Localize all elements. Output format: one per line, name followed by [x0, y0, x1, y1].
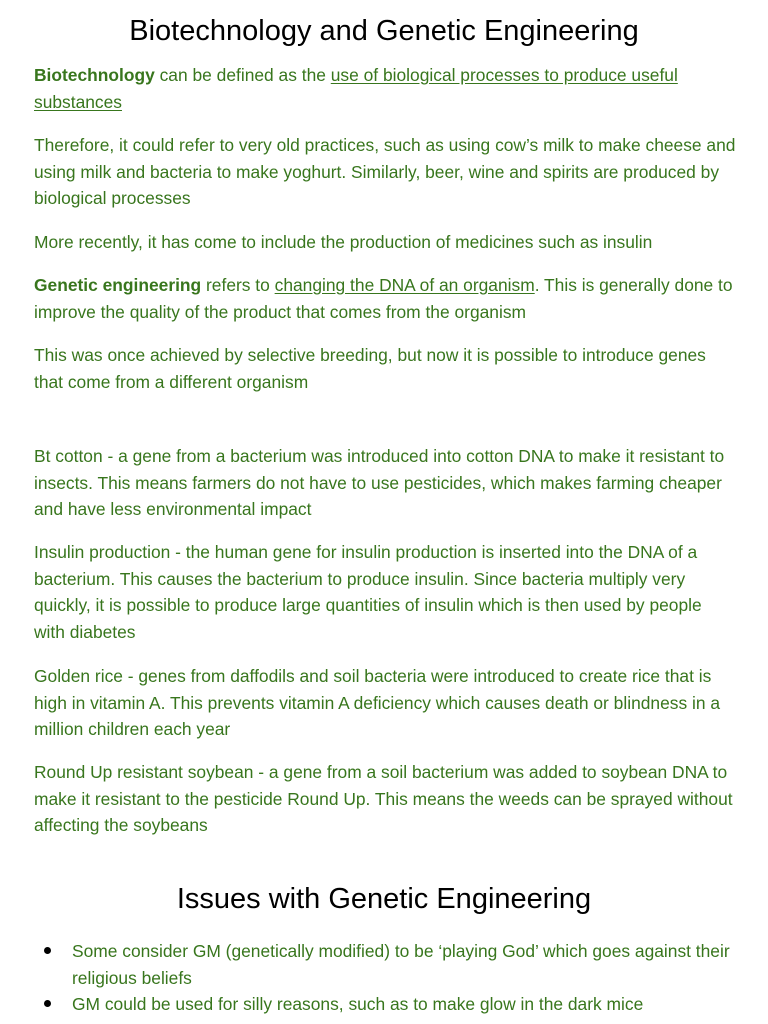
biotechnology-connector: can be defined as the — [154, 65, 331, 85]
bullet-icon — [44, 1000, 51, 1007]
recent-paragraph: More recently, it has come to include the production of medicines such as insulin — [34, 232, 653, 252]
bullet-icon — [44, 947, 51, 954]
example-round-up-soybean: Round Up resistant soybean - a gene from a soil bacterium was added to soybean DNA to make it resistant to the pesticide Round Up. This means the weeds can be sprayed without affecting the soybeans — [34, 762, 733, 835]
issue-text: GM could be used for silly reasons, such as to make glow in the dark mice — [72, 994, 644, 1014]
biotechnology-definition — [34, 62, 736, 115]
genetic-engineering-definition-text: changing the DNA of an organism — [274, 275, 535, 295]
genetic-engineering-term: Genetic engineering — [34, 275, 202, 295]
example-bt-cotton: Bt cotton - a gene from a bacterium was introduced into cotton DNA to make it resistant to insects. This means farmers do not have to use pesticides, which makes farming cheaper and have less environmental impact — [34, 446, 725, 519]
genetic-engineering-definition — [34, 272, 736, 325]
biotechnology-term: Biotechnology — [34, 65, 155, 85]
selective-breeding-paragraph: This was once achieved by selective breeding, but now it is possible to introduce genes that come from a different organism — [34, 345, 706, 392]
issues-heading: Issues with Genetic Engineering — [176, 883, 592, 915]
biotechnology-definition-text: use of biological processes to produce useful substances — [34, 65, 678, 112]
example-golden-rice: Golden rice - genes from daffodils and soil bacteria were introduced to create rice that is high in vitamin A. This prevents vitamin A deficiency which causes death or blindness in a million children each year — [34, 666, 721, 739]
issue-text: Some consider GM (genetically modified) to be ‘playing God’ which goes against their religious beliefs — [72, 941, 730, 988]
genetic-engineering-rest: . This is generally done to improve the quality of the product that comes from the organism — [34, 275, 733, 322]
issue-item — [34, 991, 736, 1018]
issue-item — [34, 938, 736, 991]
old-practices-paragraph: Therefore, it could refer to very old practices, such as using cow’s milk to make cheese and using milk and bacteria to make yoghurt. Similarly, beer, wine and spirits are produced by biological processes — [34, 135, 736, 208]
issues-list — [34, 938, 736, 1018]
page-title: Biotechnology and Genetic Engineering — [129, 15, 639, 47]
genetic-engineering-connector: refers to — [201, 275, 275, 295]
example-insulin-production: Insulin production - the human gene for insulin production is inserted into the DNA of a bacterium. This causes the bacterium to produce insulin. Since bacteria multiply very quickly, it is possible to produce large quantities of insulin which is then used by people with diabetes — [34, 542, 702, 642]
